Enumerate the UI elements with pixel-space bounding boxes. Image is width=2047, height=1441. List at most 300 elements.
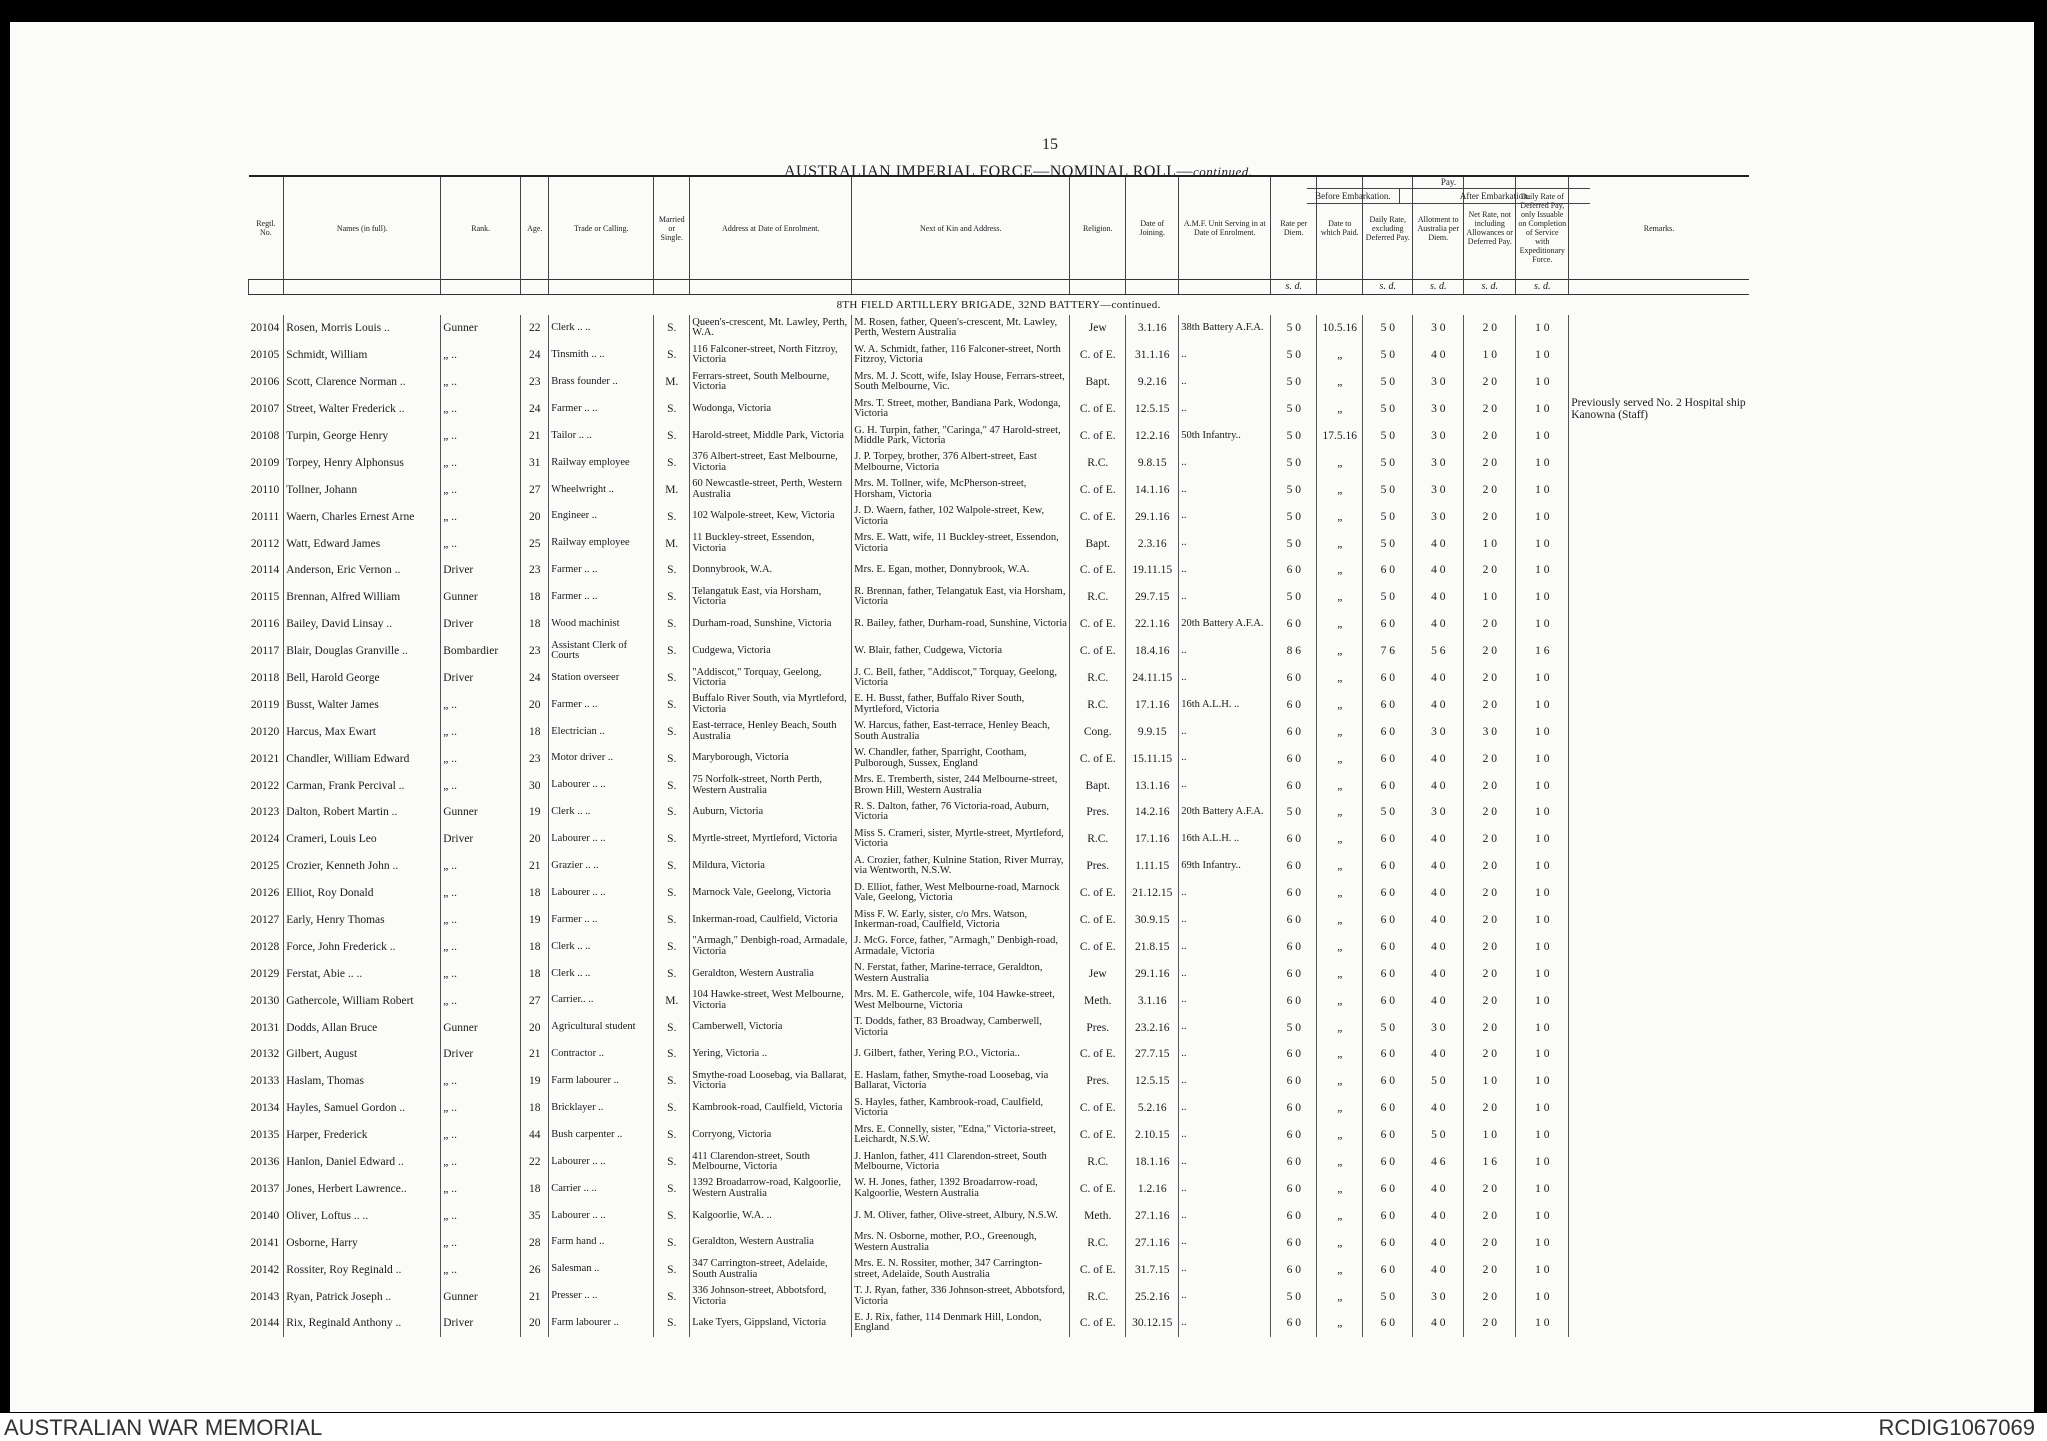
cell-regtl-no: 20132 [250, 1048, 280, 1061]
cell-daily-rate: 6 0 [1363, 826, 1413, 853]
table-row [249, 665, 1749, 692]
cell-trade: Farmer .. .. [549, 907, 654, 934]
cell-rate-per-diem: 5 0 [1271, 396, 1317, 423]
cell-rate-per-diem: 6 0 [1271, 826, 1317, 853]
cell-remarks [1569, 449, 1749, 476]
cell-date-of-joining: 9.8.15 [1126, 449, 1179, 476]
cell-allotment: 4 0 [1413, 1176, 1464, 1203]
cell-name: Haslam, Thomas [284, 1068, 441, 1095]
cell-date-paid: „ [1317, 772, 1363, 799]
cell-date-of-joining: 15.11.15 [1126, 745, 1179, 772]
cell-amf-unit: .. [1179, 1149, 1271, 1176]
cell-age: 18 [521, 611, 549, 638]
cell-rate-per-diem: 6 0 [1271, 772, 1317, 799]
cell-amf-unit: .. [1179, 396, 1271, 423]
cell-net-rate: 2 0 [1464, 907, 1516, 934]
cell-rate-per-diem: 5 0 [1271, 449, 1317, 476]
cell-religion: C. of E. [1070, 557, 1126, 584]
cell-remarks [1569, 611, 1749, 638]
cell-net-rate: 2 0 [1464, 691, 1516, 718]
table-row [249, 933, 1749, 960]
cell-allotment: 4 0 [1413, 691, 1464, 718]
cell-regtl-no: 20119 [250, 698, 280, 711]
cell-next-of-kin: D. Elliot, father, West Melbourne-road, Marnock Vale, Geelong, Victoria [852, 880, 1070, 907]
cell-age: 20 [521, 503, 549, 530]
cell-name: Street, Walter Frederick .. [284, 396, 441, 423]
cell-date-of-joining: 31.7.15 [1126, 1256, 1179, 1283]
cell-address: Lake Tyers, Gippsland, Victoria [690, 1310, 852, 1337]
table-row [249, 638, 1749, 665]
cell-allotment: 4 0 [1413, 987, 1464, 1014]
cell-date-paid: „ [1317, 1176, 1363, 1203]
cell-religion: C. of E. [1070, 1095, 1126, 1122]
cell-regtl-no: 20136 [250, 1156, 280, 1169]
cell-name: Crozier, Kenneth John .. [284, 853, 441, 880]
cell-name: Chandler, William Edward [284, 745, 441, 772]
cell-name: Bell, Harold George [284, 665, 441, 692]
cell-deferred-pay: 1 6 [1516, 638, 1569, 665]
cell-date-paid: „ [1317, 691, 1363, 718]
cell-religion: R.C. [1070, 826, 1126, 853]
cell-age: 18 [521, 584, 549, 611]
cell-amf-unit: .. [1179, 1095, 1271, 1122]
cell-trade: Farm hand .. [549, 1229, 654, 1256]
cell-religion: R.C. [1070, 449, 1126, 476]
cell-religion: R.C. [1070, 691, 1126, 718]
cell-amf-unit: .. [1179, 1283, 1271, 1310]
cell-religion: R.C. [1070, 1283, 1126, 1310]
cell-date-of-joining: 27.1.16 [1126, 1229, 1179, 1256]
cell-allotment: 3 0 [1413, 1283, 1464, 1310]
cell-age: 24 [521, 665, 549, 692]
cell-daily-rate: 6 0 [1363, 665, 1413, 692]
cell-address: Smythe-road Loosebag, via Ballarat, Victoria [690, 1068, 852, 1095]
unit-sd: s. d. [1464, 280, 1516, 295]
cell-name: Rix, Reginald Anthony .. [284, 1310, 441, 1337]
cell-regtl-no: 20118 [250, 672, 280, 685]
cell-trade: Presser .. .. [549, 1283, 654, 1310]
cell-daily-rate: 5 0 [1363, 315, 1413, 342]
cell-rate-per-diem: 5 0 [1271, 530, 1317, 557]
cell-marital-status: S. [654, 1256, 690, 1283]
cell-next-of-kin: Mrs. E. Egan, mother, Donnybrook, W.A. [852, 557, 1070, 584]
cell-net-rate: 2 0 [1464, 476, 1516, 503]
cell-allotment: 3 0 [1413, 449, 1464, 476]
cell-rank: Driver [441, 665, 521, 692]
cell-daily-rate: 6 0 [1363, 1041, 1413, 1068]
cell-rate-per-diem: 5 0 [1271, 799, 1317, 826]
cell-regtl-no: 20143 [250, 1290, 280, 1303]
footer-bar [0, 1413, 2047, 1441]
cell-next-of-kin: E. J. Rix, father, 114 Denmark Hill, London, England [852, 1310, 1070, 1337]
cell-address: 104 Hawke-street, West Melbourne, Victoria [690, 987, 852, 1014]
header-joining: Date of Joining. [1126, 176, 1179, 280]
cell-religion: C. of E. [1070, 933, 1126, 960]
header-name: Names (in full). [284, 176, 441, 280]
cell-remarks [1569, 1122, 1749, 1149]
cell-remarks [1569, 772, 1749, 799]
cell-rate-per-diem: 6 0 [1271, 1122, 1317, 1149]
cell-name: Tollner, Johann [284, 476, 441, 503]
cell-allotment: 3 0 [1413, 799, 1464, 826]
cell-net-rate: 2 0 [1464, 987, 1516, 1014]
cell-name: Early, Henry Thomas [284, 907, 441, 934]
table-row [249, 530, 1749, 557]
cell-daily-rate: 5 0 [1363, 449, 1413, 476]
cell-address: Wodonga, Victoria [690, 396, 852, 423]
cell-date-paid: „ [1317, 1149, 1363, 1176]
after-embarkation-label: After Embarkation. [1399, 189, 1590, 204]
cell-trade: Bricklayer .. [549, 1095, 654, 1122]
cell-age: 19 [521, 799, 549, 826]
cell-rate-per-diem: 6 0 [1271, 1202, 1317, 1229]
cell-rank: „ .. [441, 1068, 521, 1095]
cell-amf-unit: .. [1179, 530, 1271, 557]
cell-deferred-pay: 1 0 [1516, 1014, 1569, 1041]
cell-trade: Carrier .. .. [549, 1176, 654, 1203]
cell-remarks [1569, 476, 1749, 503]
cell-date-of-joining: 30.12.15 [1126, 1310, 1179, 1337]
cell-age: 21 [521, 423, 549, 450]
cell-religion: Jew [1070, 960, 1126, 987]
cell-date-of-joining: 1.2.16 [1126, 1176, 1179, 1203]
table-row [249, 1068, 1749, 1095]
cell-net-rate: 2 0 [1464, 557, 1516, 584]
table-row [249, 557, 1749, 584]
table-row [249, 1149, 1749, 1176]
cell-rank: Driver [441, 611, 521, 638]
cell-regtl-no: 20140 [250, 1209, 280, 1222]
cell-date-of-joining: 2.10.15 [1126, 1122, 1179, 1149]
cell-date-of-joining: 3.1.16 [1126, 315, 1179, 342]
cell-rate-per-diem: 6 0 [1271, 1095, 1317, 1122]
cell-deferred-pay: 1 0 [1516, 315, 1569, 342]
cell-regtl-no: 20110 [250, 483, 280, 496]
cell-address: Marnock Vale, Geelong, Victoria [690, 880, 852, 907]
cell-net-rate: 2 0 [1464, 449, 1516, 476]
cell-date-paid: „ [1317, 1283, 1363, 1310]
cell-next-of-kin: J. D. Waern, father, 102 Walpole-street, Kew, Victoria [852, 503, 1070, 530]
cell-date-of-joining: 13.1.16 [1126, 772, 1179, 799]
cell-religion: Pres. [1070, 1068, 1126, 1095]
header-religion: Religion. [1070, 176, 1126, 280]
cell-net-rate: 2 0 [1464, 960, 1516, 987]
cell-trade: Clerk .. .. [549, 933, 654, 960]
cell-date-of-joining: 14.2.16 [1126, 799, 1179, 826]
cell-net-rate: 2 0 [1464, 1310, 1516, 1337]
cell-net-rate: 2 0 [1464, 1202, 1516, 1229]
cell-net-rate: 1 0 [1464, 530, 1516, 557]
cell-daily-rate: 6 0 [1363, 1122, 1413, 1149]
cell-amf-unit: .. [1179, 772, 1271, 799]
cell-deferred-pay: 1 0 [1516, 691, 1569, 718]
cell-net-rate: 2 0 [1464, 396, 1516, 423]
cell-next-of-kin: A. Crozier, father, Kulnine Station, River Murray, via Wentworth, N.S.W. [852, 853, 1070, 880]
cell-next-of-kin: Mrs. N. Osborne, mother, P.O., Greenough, Western Australia [852, 1229, 1070, 1256]
cell-date-paid: „ [1317, 907, 1363, 934]
cell-next-of-kin: J. P. Torpey, brother, 376 Albert-street, East Melbourne, Victoria [852, 449, 1070, 476]
cell-regtl-no: 20106 [250, 376, 280, 389]
cell-name: Hanlon, Daniel Edward .. [284, 1149, 441, 1176]
cell-deferred-pay: 1 0 [1516, 342, 1569, 369]
cell-religion: Bapt. [1070, 772, 1126, 799]
cell-daily-rate: 5 0 [1363, 396, 1413, 423]
cell-date-of-joining: 17.1.16 [1126, 826, 1179, 853]
cell-date-of-joining: 9.9.15 [1126, 718, 1179, 745]
cell-date-paid: „ [1317, 933, 1363, 960]
cell-regtl-no: 20134 [250, 1102, 280, 1115]
cell-trade: Brass founder .. [549, 369, 654, 396]
cell-rank: „ .. [441, 987, 521, 1014]
cell-rank: „ .. [441, 772, 521, 799]
cell-net-rate: 2 0 [1464, 745, 1516, 772]
cell-rate-per-diem: 6 0 [1271, 853, 1317, 880]
cell-name: Busst, Walter James [284, 691, 441, 718]
unit-sd: s. d. [1516, 280, 1569, 295]
pay-group-header [1307, 176, 1590, 204]
cell-date-paid: 10.5.16 [1317, 315, 1363, 342]
cell-net-rate: 2 0 [1464, 1176, 1516, 1203]
cell-religion: Bapt. [1070, 369, 1126, 396]
cell-name: Harper, Frederick [284, 1122, 441, 1149]
cell-rate-per-diem: 6 0 [1271, 907, 1317, 934]
cell-next-of-kin: Mrs. E. Tremberth, sister, 244 Melbourne-street, Brown Hill, Western Australia [852, 772, 1070, 799]
cell-date-paid: „ [1317, 638, 1363, 665]
cell-amf-unit: .. [1179, 1176, 1271, 1203]
cell-date-of-joining: 21.8.15 [1126, 933, 1179, 960]
table-row [249, 1095, 1749, 1122]
cell-rank: Gunner [441, 799, 521, 826]
cell-remarks [1569, 1095, 1749, 1122]
cell-daily-rate: 5 0 [1363, 1283, 1413, 1310]
cell-age: 21 [521, 1283, 549, 1310]
cell-amf-unit: 16th A.L.H. .. [1179, 826, 1271, 853]
table-row [249, 1229, 1749, 1256]
cell-amf-unit: 69th Infantry.. [1179, 853, 1271, 880]
cell-date-of-joining: 5.2.16 [1126, 1095, 1179, 1122]
cell-rank: „ .. [441, 1122, 521, 1149]
cell-date-paid: „ [1317, 584, 1363, 611]
cell-religion: C. of E. [1070, 745, 1126, 772]
cell-next-of-kin: J. M. Oliver, father, Olive-street, Albury, N.S.W. [852, 1202, 1070, 1229]
cell-deferred-pay: 1 0 [1516, 745, 1569, 772]
cell-amf-unit: 50th Infantry.. [1179, 423, 1271, 450]
table-row [249, 718, 1749, 745]
cell-regtl-no: 20141 [250, 1236, 280, 1249]
cell-address: Donnybrook, W.A. [690, 557, 852, 584]
cell-amf-unit: .. [1179, 476, 1271, 503]
cell-daily-rate: 6 0 [1363, 987, 1413, 1014]
cell-net-rate: 2 0 [1464, 853, 1516, 880]
cell-rank: „ .. [441, 718, 521, 745]
cell-marital-status: S. [654, 1149, 690, 1176]
cell-regtl-no: 20124 [250, 833, 280, 846]
cell-age: 18 [521, 718, 549, 745]
cell-rank: Driver [441, 557, 521, 584]
cell-regtl-no: 20117 [250, 645, 280, 658]
table-row [249, 880, 1749, 907]
cell-date-of-joining: 27.7.15 [1126, 1041, 1179, 1068]
cell-next-of-kin: J. Gilbert, father, Yering P.O., Victoria.. [852, 1041, 1070, 1068]
cell-name: Bailey, David Linsay .. [284, 611, 441, 638]
cell-amf-unit: .. [1179, 1122, 1271, 1149]
pay-label: Pay. [1307, 176, 1590, 189]
cell-trade: Salesman .. [549, 1256, 654, 1283]
cell-trade: Contractor .. [549, 1041, 654, 1068]
cell-date-of-joining: 12.5.15 [1126, 1068, 1179, 1095]
cell-allotment: 4 0 [1413, 1256, 1464, 1283]
cell-marital-status: S. [654, 1229, 690, 1256]
cell-address: Kambrook-road, Caulfield, Victoria [690, 1095, 852, 1122]
title-suffix: continued. [1192, 164, 1253, 179]
cell-name: Crameri, Louis Leo [284, 826, 441, 853]
cell-deferred-pay: 1 0 [1516, 557, 1569, 584]
cell-name: Dodds, Allan Bruce [284, 1014, 441, 1041]
cell-address: East-terrace, Henley Beach, South Australia [690, 718, 852, 745]
cell-age: 18 [521, 880, 549, 907]
cell-amf-unit: .. [1179, 584, 1271, 611]
cell-net-rate: 1 0 [1464, 1122, 1516, 1149]
cell-net-rate: 1 0 [1464, 584, 1516, 611]
cell-allotment: 4 0 [1413, 745, 1464, 772]
cell-religion: R.C. [1070, 1149, 1126, 1176]
cell-remarks [1569, 665, 1749, 692]
cell-age: 21 [521, 853, 549, 880]
cell-allotment: 5 6 [1413, 638, 1464, 665]
cell-trade: Wood machinist [549, 611, 654, 638]
cell-deferred-pay: 1 0 [1516, 503, 1569, 530]
cell-marital-status: S. [654, 396, 690, 423]
cell-deferred-pay: 1 0 [1516, 1229, 1569, 1256]
cell-daily-rate: 5 0 [1363, 342, 1413, 369]
cell-daily-rate: 6 0 [1363, 1068, 1413, 1095]
cell-rank: „ .. [441, 1229, 521, 1256]
footer-reference: RCDIG1067069 [1878, 1415, 2035, 1440]
cell-trade: Farmer .. .. [549, 557, 654, 584]
table-row [249, 584, 1749, 611]
cell-name: Rosen, Morris Louis .. [284, 315, 441, 342]
title-text: AUSTRALIAN IMPERIAL FORCE—NOMINAL ROLL— [784, 163, 1193, 180]
cell-rate-per-diem: 5 0 [1271, 342, 1317, 369]
cell-religion: C. of E. [1070, 342, 1126, 369]
cell-daily-rate: 6 0 [1363, 1310, 1413, 1337]
cell-daily-rate: 6 0 [1363, 880, 1413, 907]
cell-age: 20 [521, 826, 549, 853]
cell-deferred-pay: 1 0 [1516, 933, 1569, 960]
cell-remarks [1569, 1310, 1749, 1337]
cell-remarks [1569, 1014, 1749, 1041]
cell-rank: „ .. [441, 530, 521, 557]
cell-amf-unit: .. [1179, 665, 1271, 692]
cell-allotment: 4 0 [1413, 772, 1464, 799]
cell-daily-rate: 7 6 [1363, 638, 1413, 665]
cell-rate-per-diem: 6 0 [1271, 880, 1317, 907]
cell-date-paid: „ [1317, 987, 1363, 1014]
cell-address: 102 Walpole-street, Kew, Victoria [690, 503, 852, 530]
section-heading: 8TH FIELD ARTILLERY BRIGADE, 32ND BATTERY—continued. [836, 299, 1161, 311]
cell-age: 26 [521, 1256, 549, 1283]
header-deferred: Daily Rate of Deferred Pay, only Issuable on Completion of Service with Expeditionary Force. [1516, 176, 1569, 280]
cell-address: "Armagh," Denbigh-road, Armadale, Victoria [690, 933, 852, 960]
cell-deferred-pay: 1 0 [1516, 880, 1569, 907]
cell-net-rate: 2 0 [1464, 638, 1516, 665]
cell-rank: „ .. [441, 745, 521, 772]
cell-daily-rate: 5 0 [1363, 530, 1413, 557]
cell-regtl-no: 20121 [250, 752, 280, 765]
cell-regtl-no: 20127 [250, 914, 280, 927]
cell-date-of-joining: 21.12.15 [1126, 880, 1179, 907]
cell-rate-per-diem: 5 0 [1271, 315, 1317, 342]
roll-body [249, 295, 1749, 1337]
header-kin: Next of Kin and Address. [852, 176, 1070, 280]
cell-deferred-pay: 1 0 [1516, 907, 1569, 934]
cell-deferred-pay: 1 0 [1516, 960, 1569, 987]
cell-next-of-kin: E. Haslam, father, Smythe-road Loosebag, via Ballarat, Victoria [852, 1068, 1070, 1095]
cell-age: 19 [521, 907, 549, 934]
cell-rate-per-diem: 6 0 [1271, 1176, 1317, 1203]
cell-net-rate: 2 0 [1464, 1229, 1516, 1256]
cell-rank: Bombardier [441, 638, 521, 665]
cell-next-of-kin: Miss F. W. Early, sister, c/o Mrs. Watson, Inkerman-road, Caulfield, Victoria [852, 907, 1070, 934]
cell-date-of-joining: 1.11.15 [1126, 853, 1179, 880]
cell-remarks [1569, 423, 1749, 450]
cell-amf-unit: .. [1179, 557, 1271, 584]
cell-allotment: 4 6 [1413, 1149, 1464, 1176]
cell-deferred-pay: 1 0 [1516, 476, 1569, 503]
cell-marital-status: S. [654, 503, 690, 530]
cell-name: Osborne, Harry [284, 1229, 441, 1256]
cell-next-of-kin: Mrs. E. Connelly, sister, "Edna," Victoria-street, Leichardt, N.S.W. [852, 1122, 1070, 1149]
cell-date-paid: „ [1317, 1095, 1363, 1122]
cell-date-of-joining: 14.1.16 [1126, 476, 1179, 503]
cell-daily-rate: 5 0 [1363, 584, 1413, 611]
cell-name: Brennan, Alfred William [284, 584, 441, 611]
cell-address: 11 Buckley-street, Essendon, Victoria [690, 530, 852, 557]
table-row [249, 449, 1749, 476]
cell-next-of-kin: Miss S. Crameri, sister, Myrtle-street, Myrtleford, Victoria [852, 826, 1070, 853]
cell-date-paid: „ [1317, 342, 1363, 369]
cell-next-of-kin: G. H. Turpin, father, "Caringa," 47 Harold-street, Middle Park, Victoria [852, 423, 1070, 450]
cell-allotment: 3 0 [1413, 1014, 1464, 1041]
cell-amf-unit: .. [1179, 369, 1271, 396]
cell-age: 35 [521, 1202, 549, 1229]
cell-name: Watt, Edward James [284, 530, 441, 557]
cell-trade: Labourer .. .. [549, 772, 654, 799]
table-row [249, 745, 1749, 772]
cell-next-of-kin: Mrs. M. E. Gathercole, wife, 104 Hawke-street, West Melbourne, Victoria [852, 987, 1070, 1014]
cell-amf-unit: 38th Battery A.F.A. [1179, 315, 1271, 342]
cell-regtl-no: 20130 [250, 994, 280, 1007]
cell-regtl-no: 20107 [250, 403, 280, 416]
cell-date-paid: „ [1317, 1202, 1363, 1229]
cell-amf-unit: .. [1179, 960, 1271, 987]
cell-name: Schmidt, William [284, 342, 441, 369]
cell-trade: Tinsmith .. .. [549, 342, 654, 369]
cell-allotment: 3 0 [1413, 396, 1464, 423]
cell-age: 30 [521, 772, 549, 799]
cell-trade: Clerk .. .. [549, 799, 654, 826]
cell-date-of-joining: 31.1.16 [1126, 342, 1179, 369]
cell-net-rate: 2 0 [1464, 423, 1516, 450]
table-row [249, 799, 1749, 826]
cell-religion: Cong. [1070, 718, 1126, 745]
cell-date-of-joining: 27.1.16 [1126, 1202, 1179, 1229]
cell-deferred-pay: 1 0 [1516, 826, 1569, 853]
cell-allotment: 3 0 [1413, 369, 1464, 396]
cell-remarks [1569, 342, 1749, 369]
cell-next-of-kin: J. C. Bell, father, "Addiscot," Torquay, Geelong, Victoria [852, 665, 1070, 692]
cell-remarks [1569, 853, 1749, 880]
